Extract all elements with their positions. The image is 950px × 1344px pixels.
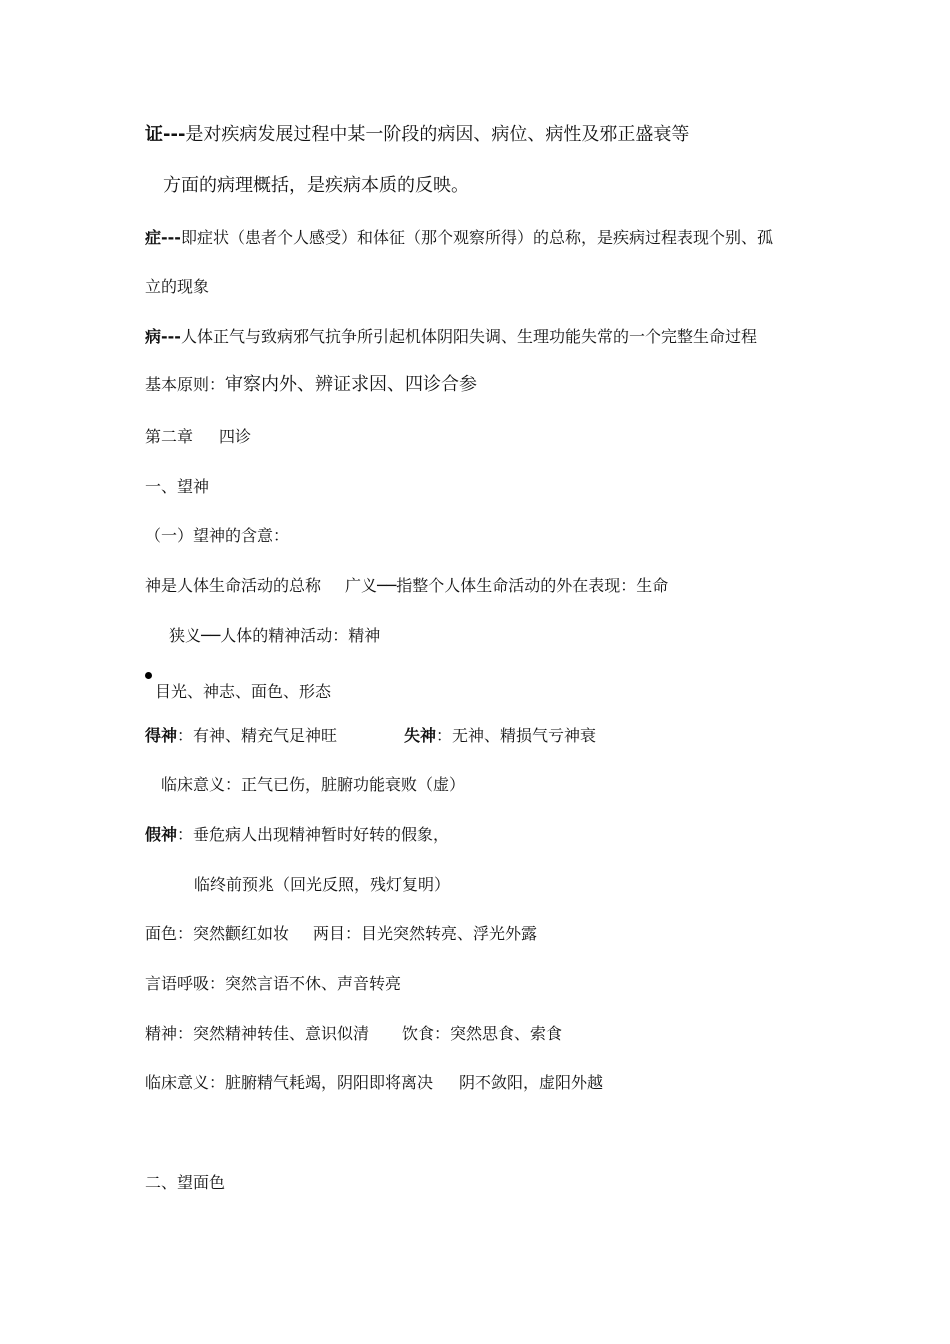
jiashen-text: ：垂危病人出现精神暂时好转的假象， — [177, 825, 450, 844]
shishen-term: 失神 — [404, 726, 437, 745]
chapter-heading — [145, 426, 251, 448]
speech-breath: 言语呼吸：突然言语不休、声音转亮 — [145, 974, 402, 993]
bullet-dot — [145, 672, 152, 679]
deshen-shishen — [145, 725, 596, 747]
basic-principle — [145, 374, 477, 396]
symptom-definition — [145, 227, 773, 249]
clinical-significance-1: 临床意义：正气已伤，脏腑功能衰败（虚） — [161, 775, 466, 794]
chapter-label: 第二章 — [145, 427, 194, 446]
zheng-text: 是对疾病发展过程中某一阶段的病因、病位、病性及邪正盛衰等 — [185, 124, 690, 145]
zheng-continuation: 方面的病理概括，是疾病本质的反映。 — [163, 175, 469, 196]
clinical2-b: 阴不敛阳，虚阳外越 — [459, 1073, 604, 1092]
shen-broad: 广义──指整个人体生命活动的外在表现：生命 — [345, 576, 669, 595]
subsection-heading-1: （一）望神的含意： — [145, 526, 290, 545]
shen-narrow: 狭义──人体的精神活动：精神 — [169, 626, 381, 645]
shishen-text: ：无神、精损气亏神衰 — [436, 726, 597, 745]
symptom-continuation: 立的现象 — [145, 277, 210, 296]
clinical-significance-2 — [145, 1072, 603, 1094]
shen-general — [145, 575, 668, 597]
face-eyes — [145, 923, 537, 945]
symptom-text: 即症状（患者个人感受）和体征（那个观察所得）的总称，是疾病过程表现个别、孤 — [180, 228, 773, 247]
jiashen-term: 假神 — [145, 825, 178, 844]
spirit-text: 精神：突然精神转佳、意识似清 — [145, 1024, 370, 1043]
deshen-text: ：有神、精充气足神旺 — [177, 726, 338, 745]
bullet-item: 目光、神志、面色、形态 — [155, 682, 332, 701]
face-text: 面色：突然颧红如妆 — [145, 924, 290, 943]
shen-definition: 神是人体生命活动的总称 — [145, 576, 322, 595]
zheng-definition — [145, 124, 689, 146]
disease-definition — [145, 326, 757, 348]
principle-label: 基本原则： — [145, 375, 226, 394]
jiashen-definition — [145, 824, 449, 846]
jiashen-continuation: 临终前预兆（回光反照，残灯复明） — [194, 875, 451, 894]
zheng-term: 证--- — [145, 124, 186, 145]
disease-term: 病--- — [145, 327, 181, 346]
eyes-text: 两目：目光突然转亮、浮光外露 — [313, 924, 538, 943]
symptom-term: 症--- — [145, 228, 181, 247]
clinical2-a: 临床意义：脏腑精气耗竭，阴阳即将离决 — [145, 1073, 434, 1092]
section-heading-2: 二、望面色 — [145, 1173, 226, 1192]
principle-value: 审察内外、辨证求因、四诊合参 — [225, 374, 478, 395]
chapter-title: 四诊 — [219, 427, 252, 446]
spirit-diet — [145, 1023, 562, 1045]
deshen-term: 得神 — [145, 726, 178, 745]
section-heading-1: 一、望神 — [145, 477, 210, 496]
diet-text: 饮食：突然思食、索食 — [402, 1024, 563, 1043]
disease-text: 人体正气与致病邪气抗争所引起机体阴阳失调、生理功能失常的一个完整生命过程 — [180, 327, 757, 346]
